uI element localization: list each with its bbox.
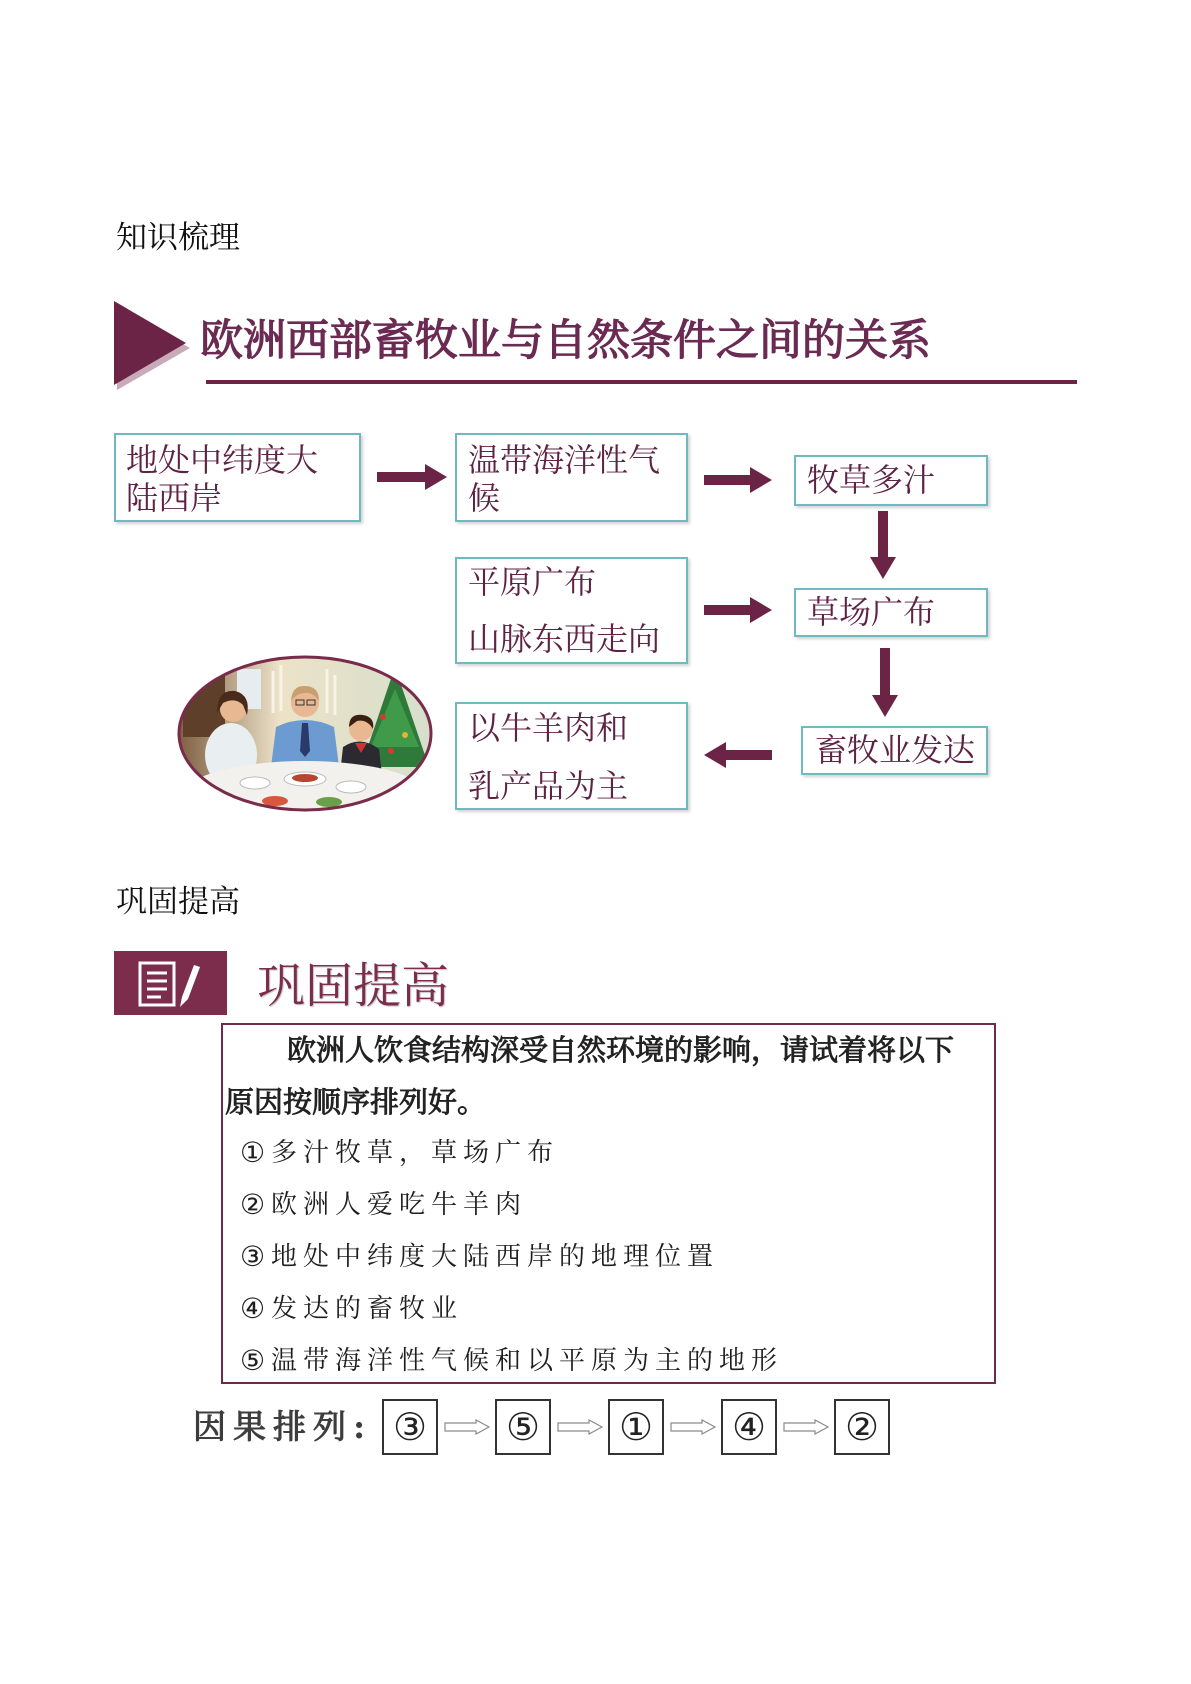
answer-label: 因果排列: [193,1407,373,1446]
question-item [240,1181,527,1229]
item-number: ⑤ [240,1344,266,1377]
question-box [221,1023,996,1384]
flow-box-text-line: 陆西岸 [126,479,223,517]
question-item [240,1233,719,1281]
hollow-arrow-icon [557,1419,603,1435]
flow-box-text-line: 地处中纬度大 [126,441,319,479]
title-underline [206,380,1077,384]
answer-box: ⑤ [495,1399,551,1455]
section-label-practice: 巩固提高 [116,884,240,920]
flow-box-text-line: 乳产品为主 [468,767,629,805]
item-number: ② [240,1188,266,1221]
flow-box-climate [455,433,688,522]
item-text: 温带海洋性气候和以平原为主的地形 [271,1346,784,1376]
item-text: 发达的畜牧业 [271,1294,464,1324]
question-item [240,1337,783,1385]
flow-box-text-line: 候 [468,479,501,517]
flow-box-text-line: 温带海洋性气 [468,441,661,479]
down-arrow-icon [870,511,896,579]
answer-box: ② [834,1399,890,1455]
down-arrow-icon [872,648,898,717]
relation-banner-title: 欧洲西部畜牧业与自然条件之间的关系 [200,316,931,366]
item-text: 多汁牧草，草场广布 [271,1138,560,1168]
flow-box-terrain [455,557,688,664]
right-arrow-icon [377,464,447,490]
question-prompt-line: 欧洲人饮食结构深受自然环境的影响，请试着将以下 [287,1033,955,1067]
flow-box-location [114,433,361,522]
item-number: ③ [240,1240,266,1273]
practice-banner-title: 巩固提高 [257,958,450,1014]
hollow-arrow-icon [783,1419,829,1435]
flow-box-diet [455,702,688,810]
answer-box: ④ [721,1399,777,1455]
flow-box-text-line: 平原广布 [468,563,597,601]
right-arrow-icon [704,597,772,623]
flow-box-text-line: 以牛羊肉和 [468,709,629,747]
answer-box: ① [608,1399,664,1455]
question-prompt-line: 原因按顺序排列好。 [225,1085,487,1119]
document-pencil-icon [114,951,227,1015]
item-text: 欧洲人爱吃牛羊肉 [271,1190,528,1220]
left-arrow-icon [704,742,772,768]
title-triangle-marker [114,301,194,391]
flow-box-grass: 牧草多汁 [794,455,988,506]
item-text: 地处中纬度大陆西岸的地理位置 [271,1242,720,1272]
item-number: ① [240,1136,266,1169]
flow-box-livestock: 畜牧业发达 [801,726,988,775]
right-arrow-icon [704,467,772,493]
practice-banner-badge [114,951,227,1015]
hollow-arrow-icon [444,1419,490,1435]
item-number: ④ [240,1292,266,1325]
hollow-arrow-icon [670,1419,716,1435]
flow-box-pasture: 草场广布 [794,588,988,637]
flow-box-text-line: 山脉东西走向 [468,620,661,658]
family-dinner-illustration [177,655,433,812]
question-item [240,1129,559,1177]
answer-box: ③ [382,1399,438,1455]
section-label-knowledge: 知识梳理 [116,220,240,256]
question-item [240,1285,463,1333]
